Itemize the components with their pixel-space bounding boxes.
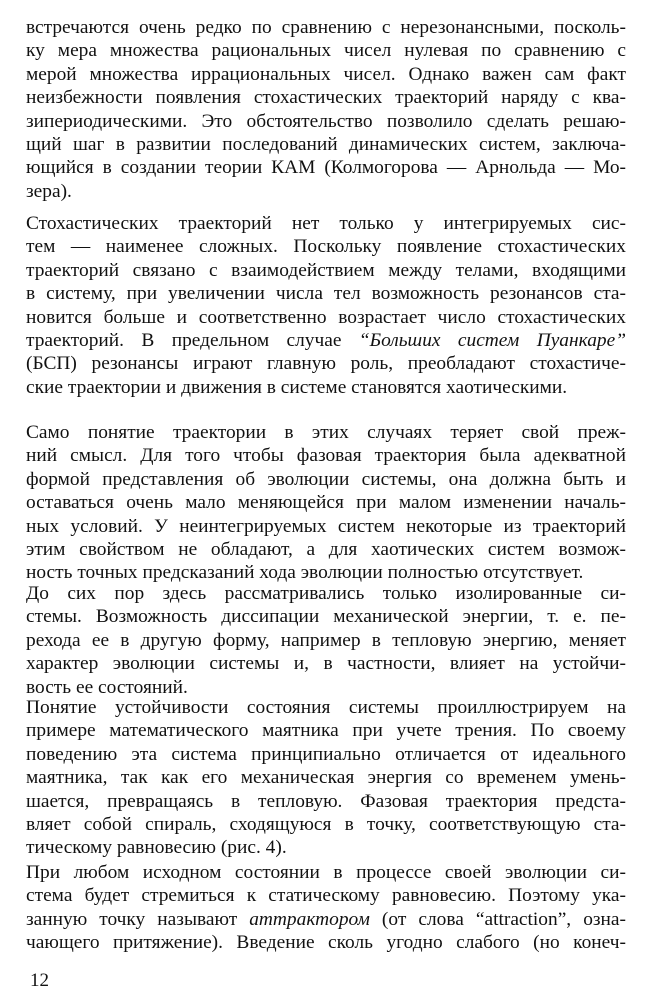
- text-line: [26, 908, 626, 931]
- text-segment: ность точных предсказаний хода эволюции полностью отсутствует.: [26, 562, 584, 584]
- text-line: [26, 86, 626, 109]
- text-segment: оставаться очень мало меняющейся при малом изменении началь-: [26, 492, 626, 514]
- text-segment: неизбежности появления стохастических траекторий наряду с ква-: [26, 87, 626, 109]
- text-segment: вость ее состояний.: [26, 676, 188, 698]
- text-segment: ных условий. У неинтегрируемых систем некоторые из траекторий: [26, 515, 626, 537]
- text-line: [26, 16, 626, 39]
- text-segment: вляет собой спираль, сходящуюся в точку, соответствующую ста-: [26, 813, 626, 835]
- text-segment: траекторий. В предельном случае: [26, 329, 359, 351]
- text-segment: этим свойством не обладают, а для хаотических систем возмож-: [26, 538, 626, 560]
- text-line: [26, 538, 626, 561]
- text-line: [26, 329, 626, 352]
- text-segment: стема будет стремиться к статическому равновесию. Поэтому ука-: [26, 885, 626, 907]
- text-line: [26, 212, 626, 235]
- text-segment: (от слова “attraction”, озна-: [369, 908, 626, 930]
- text-segment: примере математического маятника при учете трения. По своему: [26, 720, 626, 742]
- text-line: [26, 884, 626, 907]
- text-line: [26, 235, 626, 258]
- text-line: [26, 719, 626, 742]
- text-segment: чающего притяжение). Введение сколь угодно слабого (но конеч-: [26, 932, 626, 954]
- text-segment: тическому равновесию (рис. 4).: [26, 837, 287, 859]
- text-line: [26, 306, 626, 329]
- text-line: [26, 156, 626, 179]
- italic-text: “Больших систем Пуанкаре”: [358, 329, 626, 351]
- text-line: [26, 352, 626, 375]
- text-line: [26, 766, 626, 789]
- text-segment: Понятие устойчивости состояния системы проиллюстрируем на: [26, 697, 626, 718]
- text-segment: шается, превращаясь в тепловую. Фазовая траектория предста-: [26, 790, 626, 812]
- text-segment: характер эволюции системы и, в частности, влияет на устойчи-: [26, 653, 626, 675]
- paragraph: [26, 16, 626, 203]
- text-segment: встречаются очень редко по сравнению с нерезонансными, посколь-: [26, 17, 626, 38]
- text-segment: ний смысл. Для того чтобы фазовая траектория была адекватной: [26, 445, 626, 467]
- paragraph: [26, 212, 626, 399]
- text-line: [26, 813, 626, 836]
- text-line: [26, 515, 626, 538]
- paragraph: [26, 582, 626, 699]
- text-line: [26, 39, 626, 62]
- text-segment: формой представления об эволюции системы, она должна быть и: [26, 468, 626, 490]
- text-line: [26, 421, 626, 444]
- text-segment: в систему, при увеличении числа тел возможность резонансов ста-: [26, 283, 626, 305]
- text-line: [26, 836, 626, 859]
- text-line: [26, 133, 626, 156]
- text-segment: маятника, так как его механическая энергия со временем умень-: [26, 767, 626, 789]
- text-segment: Само понятие траектории в этих случаях теряет свой преж-: [26, 422, 626, 443]
- text-line: [26, 931, 626, 954]
- text-line: [26, 110, 626, 133]
- text-line: [26, 444, 626, 467]
- text-line: [26, 468, 626, 491]
- paragraph: [26, 861, 626, 955]
- text-segment: мерой множества иррациональных чисел. Однако важен сам факт: [26, 63, 626, 85]
- text-segment: При любом исходном состоянии в процессе своей эволюции си-: [26, 862, 626, 883]
- text-segment: поведению эта система принципиально отличается от идеального: [26, 743, 626, 765]
- text-line: [26, 376, 626, 399]
- text-line: [26, 180, 626, 203]
- text-segment: (БСП) резонансы играют главную роль, преобладают стохастиче-: [26, 353, 626, 375]
- text-line: [26, 491, 626, 514]
- text-line: [26, 790, 626, 813]
- text-segment: Стохастических траекторий нет только у интегрируемых сис-: [26, 213, 626, 234]
- text-segment: тем — наименее сложных. Поскольку появление стохастических: [26, 236, 626, 258]
- italic-text: аттрактором: [249, 908, 370, 930]
- text-line: [26, 629, 626, 652]
- paragraph: [26, 421, 626, 585]
- text-segment: ющийся в создании теории КАМ (Колмогорова — Арнольда — Мо-: [26, 157, 626, 179]
- text-line: [26, 652, 626, 675]
- page-number: 12: [30, 970, 49, 991]
- text-line: [26, 259, 626, 282]
- paragraph: [26, 696, 626, 860]
- text-segment: ские траектории и движения в системе становятся хаотическими.: [26, 376, 568, 398]
- text-line: [26, 605, 626, 628]
- text-segment: зипериодическими. Это обстоятельство позволило сделать решаю-: [26, 110, 626, 132]
- text-segment: рехода ее в другую форму, например в тепловую энергию, меняет: [26, 629, 626, 651]
- text-line: [26, 282, 626, 305]
- text-segment: занную точку называют: [26, 908, 250, 930]
- text-segment: траекторий связано с взаимодействием между телами, входящими: [26, 259, 626, 281]
- text-segment: щий шаг в развитии последований динамических систем, заключа-: [26, 133, 626, 155]
- text-line: [26, 743, 626, 766]
- text-line: [26, 861, 626, 884]
- text-segment: До сих пор здесь рассматривались только изолированные си-: [26, 583, 626, 604]
- text-segment: новится больше и соответственно возрастает число стохастических: [26, 306, 626, 328]
- text-segment: ку мера множества рациональных чисел нулевая по сравнению с: [26, 40, 626, 62]
- text-line: [26, 63, 626, 86]
- text-segment: стемы. Возможность диссипации механической энергии, т. е. пе-: [26, 606, 626, 628]
- text-segment: зера).: [26, 180, 72, 202]
- text-line: [26, 696, 626, 719]
- text-line: [26, 582, 626, 605]
